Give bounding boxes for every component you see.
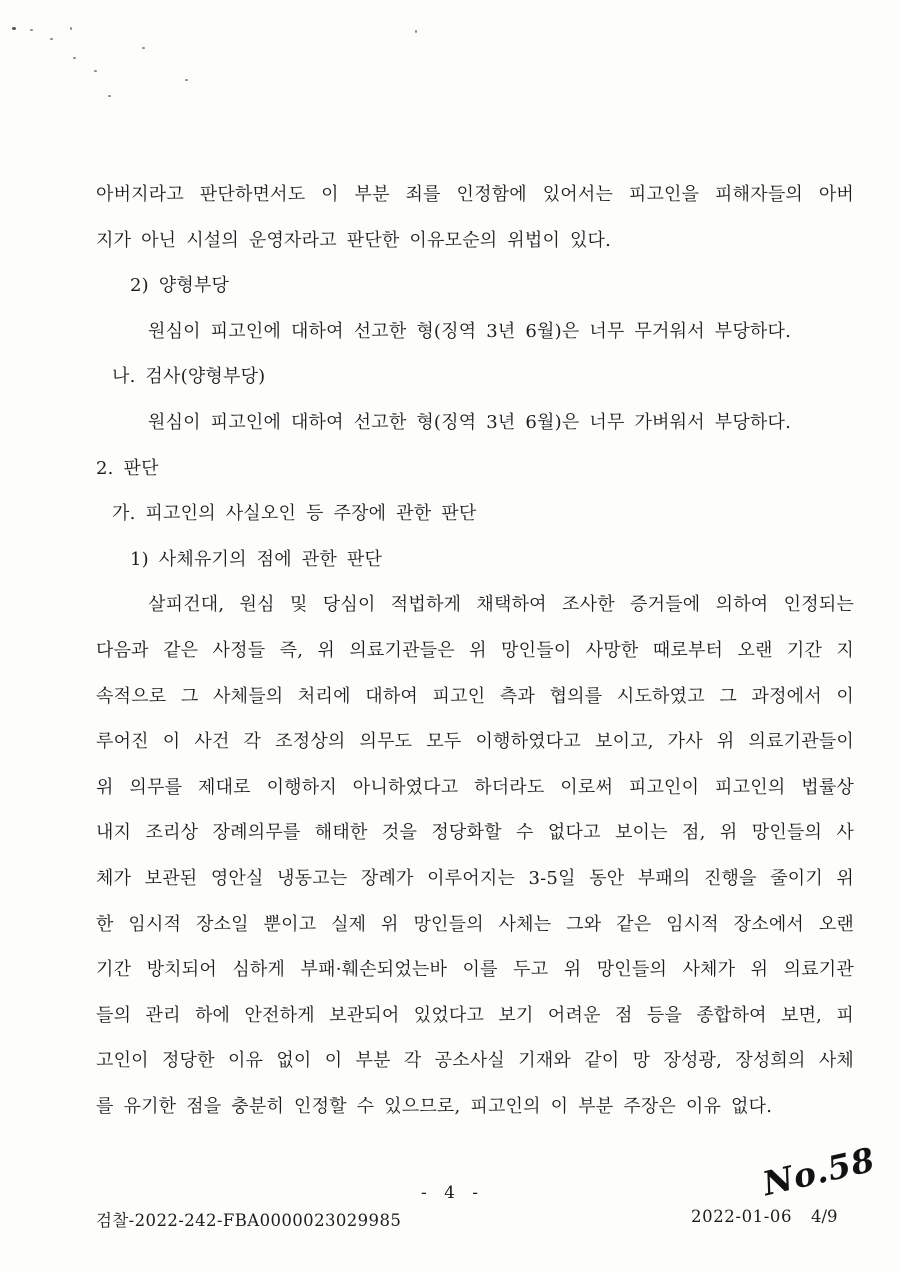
document-id: 검찰-2022-242-FBA0000023029985 — [96, 1211, 402, 1230]
scan-speckle — [73, 57, 76, 59]
text-line: 를 유기한 점을 충분히 인정할 수 있으므로, 피고인의 이 부분 주장은 이유 없다. — [96, 1095, 773, 1117]
text-line: 체가 보관된 영안실 냉동고는 장례가 이루어지는 3-5일 동안 부패의 진행을 줄이기 위 — [96, 867, 854, 889]
text-line: 한 임시적 장소일 뿐이고 실제 위 망인들의 사체는 그와 같은 임시적 장소에서 오랜 — [96, 913, 854, 935]
scan-speckle — [12, 27, 16, 30]
text-line: 루어진 이 사건 각 조정상의 의무도 모두 이행하였다고 보이고, 가사 위 의료기관들이 — [96, 731, 854, 753]
text-line: 내지 조리상 장례의무를 해태한 것을 정당화할 수 없다고 보이는 점, 위 망인들의 사 — [96, 822, 854, 844]
text-line: 위 의무를 제대로 이행하지 아니하였다고 하더라도 이로써 피고인이 피고인의 법률상 — [96, 776, 854, 798]
scan-speckle — [142, 47, 145, 49]
page-number: - 4 - — [420, 1183, 480, 1203]
text-line: 원심이 피고인에 대하여 선고한 형(징역 3년 6월)은 너무 무거워서 부당하다. — [148, 320, 792, 342]
text-line: 아버지라고 판단하면서도 이 부분 죄를 인정함에 있어서는 피고인을 피해자들의 아버 — [96, 184, 854, 205]
scan-speckle — [94, 70, 97, 72]
footer-page-fraction: 4/9 — [811, 1207, 838, 1226]
footer-date: 2022-01-06 — [691, 1207, 793, 1226]
heading-prosecutor: 나. 검사(양형부당) — [112, 366, 266, 388]
scan-speckle — [185, 79, 188, 81]
text-line: 원심이 피고인에 대하여 선고한 형(징역 3년 6월)은 너무 가벼워서 부당하다. — [148, 411, 792, 433]
scan-speckle — [50, 38, 53, 40]
text-line: 다음과 같은 사정들 즉, 위 의료기관들은 위 망인들이 사망한 때로부터 오랜 기간 지 — [96, 639, 854, 661]
scan-speckle — [108, 95, 111, 97]
text-line: 살피건대, 원심 및 당심이 적법하게 채택하여 조사한 증거들에 의하여 인정되는 — [148, 594, 854, 616]
text-line: 고인이 정당한 이유 없이 이 부분 각 공소사실 기재와 같이 망 장성광, 장성희의 사체 — [96, 1050, 854, 1072]
text-line: 속적으로 그 사체들의 처리에 대하여 피고인 측과 협의를 시도하였고 그 과정에서 이 — [96, 685, 854, 707]
handwritten-number: No.58 — [759, 1139, 879, 1204]
text-line: 들의 관리 하에 안전하게 보관되어 있었다고 보기 어려운 점 등을 종합하여 보면, 피 — [96, 1004, 854, 1026]
heading-body-abandonment: 1) 사체유기의 점에 관한 판단 — [130, 548, 383, 570]
scan-speckle — [70, 27, 72, 30]
judgment-body — [96, 172, 854, 1129]
heading-defendant-claim: 가. 피고인의 사실오인 등 주장에 관한 판단 — [112, 503, 477, 525]
text-line: 지가 아닌 시설의 운영자라고 판단한 이유모순의 위법이 있다. — [96, 229, 612, 251]
scan-speckle — [30, 29, 33, 31]
scan-speckle — [415, 30, 417, 33]
heading-sentencing: 2) 양형부당 — [130, 275, 230, 297]
text-line: 기간 방치되어 심하게 부패·훼손되었는바 이를 두고 위 망인들의 사체가 위 의료기관 — [96, 959, 854, 981]
heading-judgment: 2. 판단 — [96, 457, 159, 479]
